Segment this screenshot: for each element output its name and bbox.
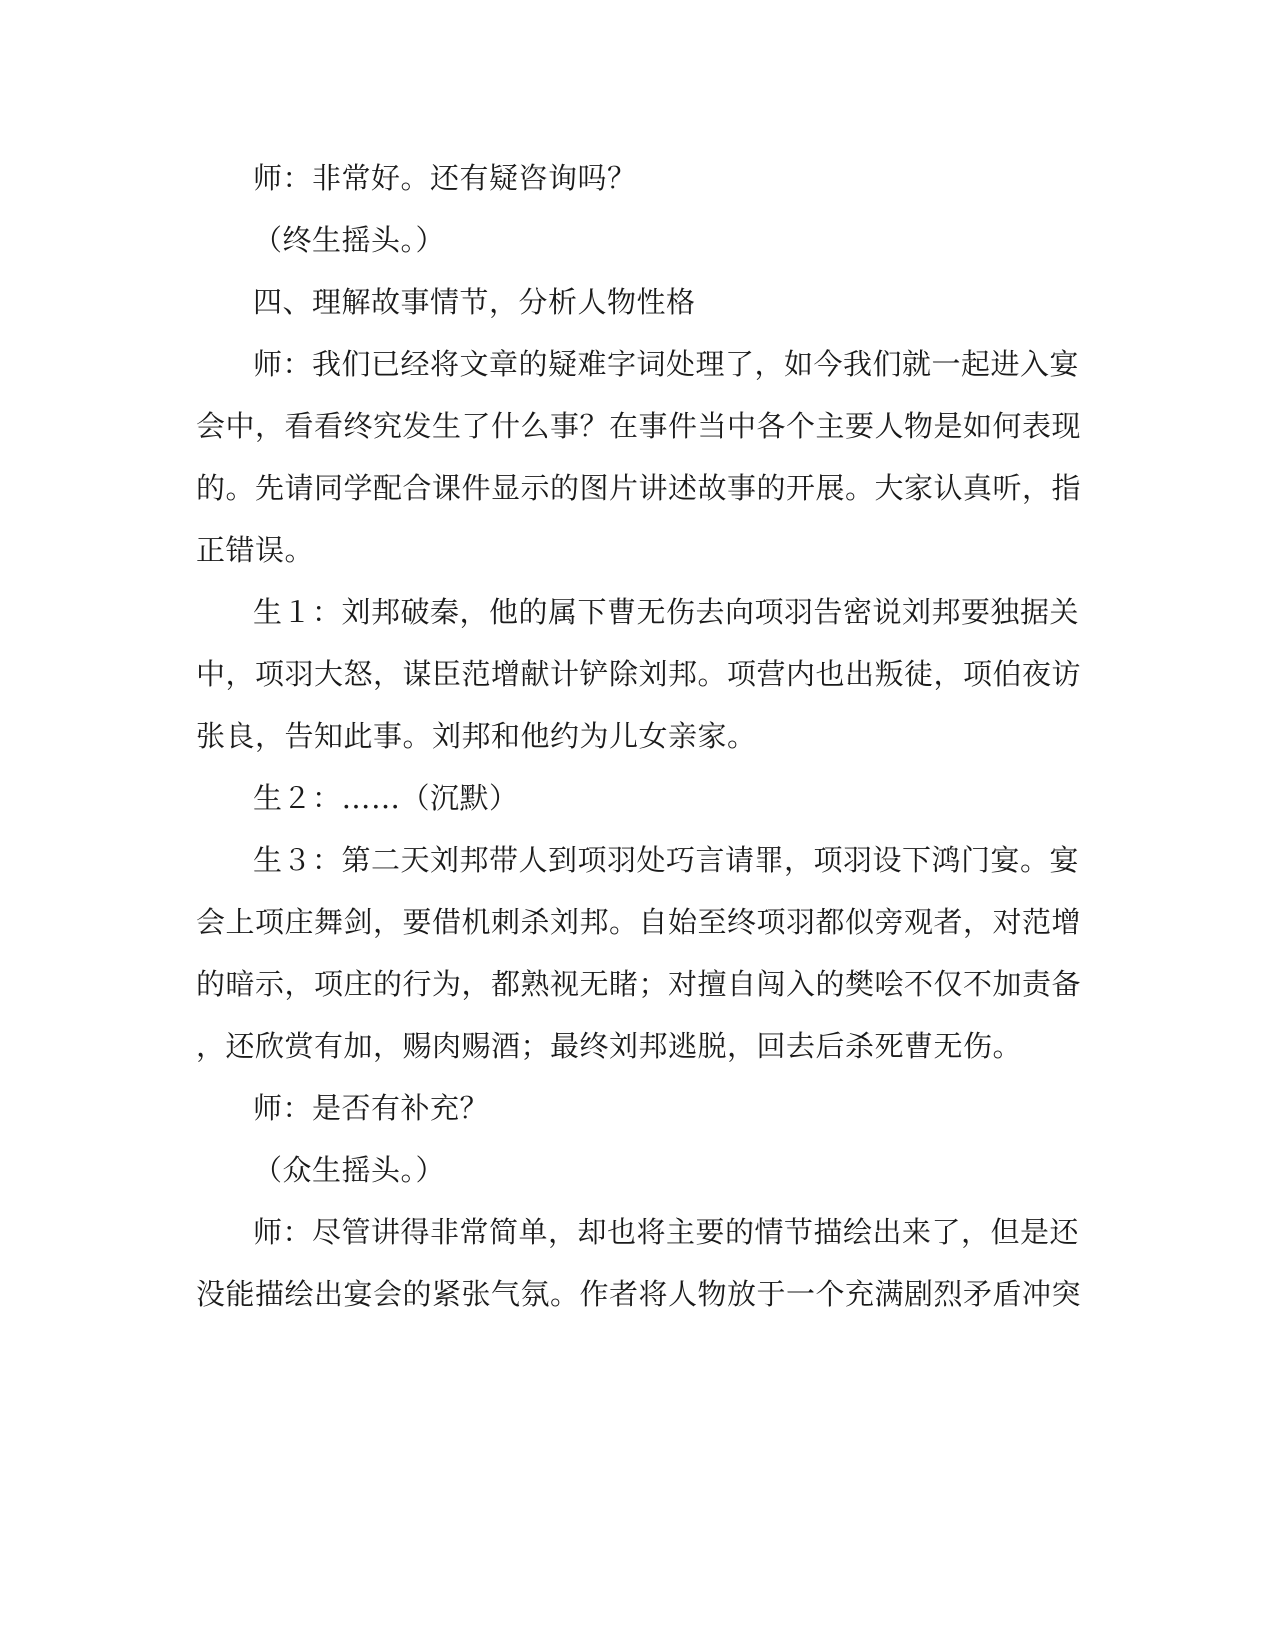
text-line-12: 生３：第二天刘邦带人到项羽处巧言请罪，项羽设下鸿门宴。宴 <box>253 843 1080 877</box>
text-line-17: （众生摇头。） <box>253 1153 446 1187</box>
section-heading: 四、理解故事情节，分析人物性格 <box>253 285 696 319</box>
text-line-13: 会上项庄舞剑，要借机刺杀刘邦。自始至终项羽都似旁观者，对范增 <box>196 905 1082 939</box>
text-line-9: 中，项羽大怒，谋臣范增献计铲除刘邦。项营内也出叛徒，项伯夜访 <box>196 657 1082 691</box>
text-line-15: ，还欣赏有加，赐肉赐酒；最终刘邦逃脱，回去后杀死曹无伤。 <box>196 1029 1023 1063</box>
text-line-4: 师：我们已经将文章的疑难字词处理了，如今我们就一起进入宴 <box>253 347 1080 381</box>
text-line-1: 师：非常好。还有疑咨询吗？ <box>253 161 637 195</box>
text-line-7: 正错误。 <box>196 533 315 567</box>
text-line-2: （终生摇头。） <box>253 223 446 257</box>
text-line-19: 没能描绘出宴会的紧张气氛。作者将人物放于一个充满剧烈矛盾冲突 <box>196 1277 1082 1311</box>
text-line-11: 生２：……（沉默） <box>253 781 519 815</box>
text-line-5: 会中，看看终究发生了什么事？在事件当中各个主要人物是如何表现 <box>196 409 1082 443</box>
text-line-6: 的。先请同学配合课件显示的图片讲述故事的开展。大家认真听，指 <box>196 471 1082 505</box>
text-line-14: 的暗示，项庄的行为，都熟视无睹；对擅自闯入的樊哙不仅不加责备 <box>196 967 1082 1001</box>
text-line-18: 师：尽管讲得非常简单，却也将主要的情节描绘出来了，但是还 <box>253 1215 1080 1249</box>
text-line-10: 张良，告知此事。刘邦和他约为儿女亲家。 <box>196 719 757 753</box>
text-line-16: 师：是否有补充？ <box>253 1091 490 1125</box>
text-line-8: 生１：刘邦破秦，他的属下曹无伤去向项羽告密说刘邦要独据关 <box>253 595 1080 629</box>
